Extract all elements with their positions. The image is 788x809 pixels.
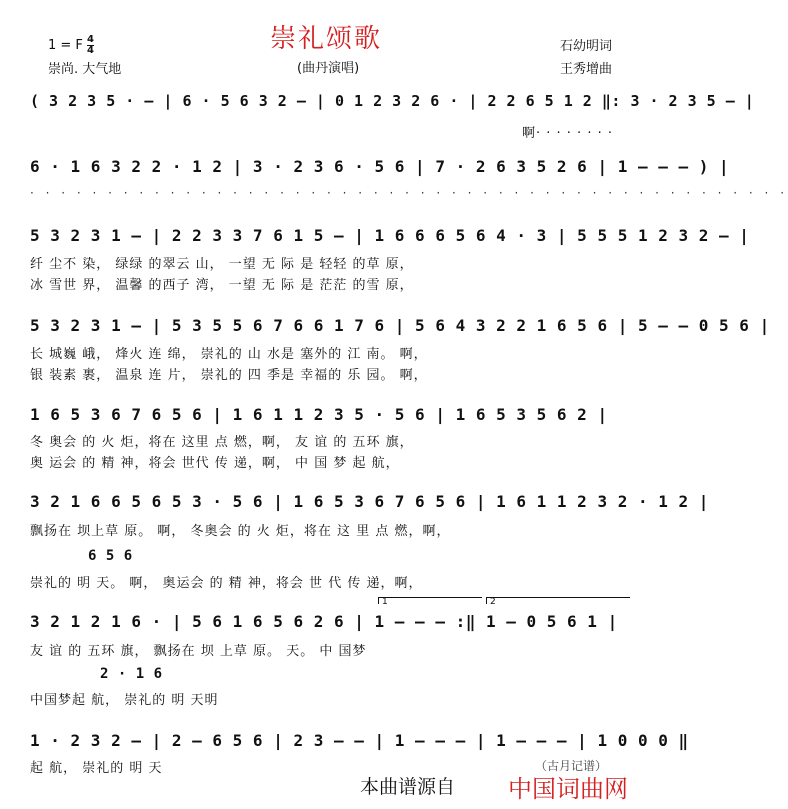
score-row-6: 3 2 1 6 6 5 6 5 3 · 5 6 | 1 6 5 3 6 7 6 5 6 | 1 6 1 1 2 3 2 · 1 2 | [30, 492, 709, 511]
tempo-marking: 崇尚. 大气地 [48, 62, 122, 77]
score-row-4-lyrics-2: 银 装素 裹， 温泉 连 片， 崇礼的 四 季是 幸福的 乐 园。 啊， [30, 368, 428, 383]
score-row-1: ( 3 2 3 5 · – | 6 · 5 6 3 2 – | 0 1 2 3 2 6 · | 2 2 6 5 1 2 ‖: 3 · 2 3 5 – | [30, 92, 755, 110]
volta-second: 2 [486, 597, 630, 604]
song-title: 崇礼颂歌 [270, 24, 383, 54]
score-row-7-lyrics: 崇礼的 明 天。 啊， 奥运会 的 精 神，将会 世 代 传 递，啊， [30, 576, 423, 591]
score-row-1-extra: 啊· · · · · · · · [522, 126, 613, 141]
score-row-3: 5 3 2 3 1 – | 2 2 3 3 7 6 1 5 – | 1 6 6 6 5 6 4 · 3 | 5 5 5 1 2 3 2 – | [30, 226, 750, 245]
score-row-7: 6 5 6 [88, 548, 133, 564]
composer-credit: 王秀增曲 [560, 62, 613, 77]
source-note: 本曲谱源自 [360, 776, 456, 798]
score-row-5-lyrics-2: 奥 运会 的 精 神，将会 世代 传 递，啊， 中 国 梦 起 航， [30, 456, 400, 471]
score-row-2-dots: · · · · · · · · · · · · · · · · · · · · · · · · · · · · · · · · · · · · · · · · · · · · · · · · · [30, 186, 788, 200]
time-signature [87, 35, 94, 56]
lyricist-credit: 石幼明词 [560, 39, 613, 54]
score-row-3-lyrics-1: 纤 尘不 染， 绿绿 的翠云 山， 一望 无 际 是 轻轻 的草 原， [30, 257, 414, 272]
performer-credit: (曲丹演唱) [297, 61, 360, 76]
recorder-credit: （古月记谱） [535, 759, 608, 773]
score-row-2: 6 · 1 6 3 2 2 · 1 2 | 3 · 2 3 6 · 5 6 | 7 · 2 6 3 5 2 6 | 1 – – – ) | [30, 157, 730, 176]
score-row-4: 5 3 2 3 1 – | 5 3 5 5 6 7 6 6 1 7 6 | 5 6 4 3 2 2 1 6 5 6 | 5 – – 0 5 6 | [30, 316, 770, 335]
score-row-4-lyrics-1: 长 城巍 峨， 烽火 连 绵， 崇礼的 山 水是 塞外的 江 南。 啊， [30, 347, 428, 362]
score-row-10-lyrics: 起 航， 崇礼的 明 天 [30, 761, 163, 776]
score-row-8-lyrics: 友 谊 的 五环 旗， 飘扬在 坝 上草 原。 天。 中 国梦 [30, 644, 367, 659]
key-signature [48, 35, 94, 56]
score-row-10: 1 · 2 3 2 – | 2 – 6 5 6 | 2 3 – – | 1 – – – | 1 – – – | 1 0 0 0 ‖ [30, 731, 689, 750]
score-row-9-lyrics: 中国梦起 航， 崇礼的 明 天明 [30, 693, 219, 708]
time-denominator: 4 [87, 45, 95, 56]
score-row-9: 2 · 1 6 [100, 666, 163, 682]
score-row-6-lyrics: 飘扬在 坝上草 原。 啊， 冬奥会 的 火 炬，将在 这 里 点 燃，啊， [30, 524, 451, 539]
score-row-5: 1 6 5 3 6 7 6 5 6 | 1 6 1 1 2 3 5 · 5 6 | 1 6 5 3 5 6 2 | [30, 405, 608, 424]
volta-first: 1 [378, 597, 482, 604]
score-row-8: 3 2 1 2 1 6 · | 5 6 1 6 5 6 2 6 | 1 – – – :‖ 1 – 0 5 6 1 | [30, 612, 618, 631]
score-row-3-lyrics-2: 冰 雪世 界， 温馨 的西子 湾， 一望 无 际 是 茫茫 的雪 原， [30, 278, 414, 293]
site-watermark: 中国词曲网 [508, 775, 628, 803]
score-row-5-lyrics-1: 冬 奥会 的 火 炬，将在 这里 点 燃，啊， 友 谊 的 五环 旗， [30, 435, 414, 450]
key-label: 1 = F [48, 38, 83, 53]
time-numerator: 4 [87, 34, 95, 45]
